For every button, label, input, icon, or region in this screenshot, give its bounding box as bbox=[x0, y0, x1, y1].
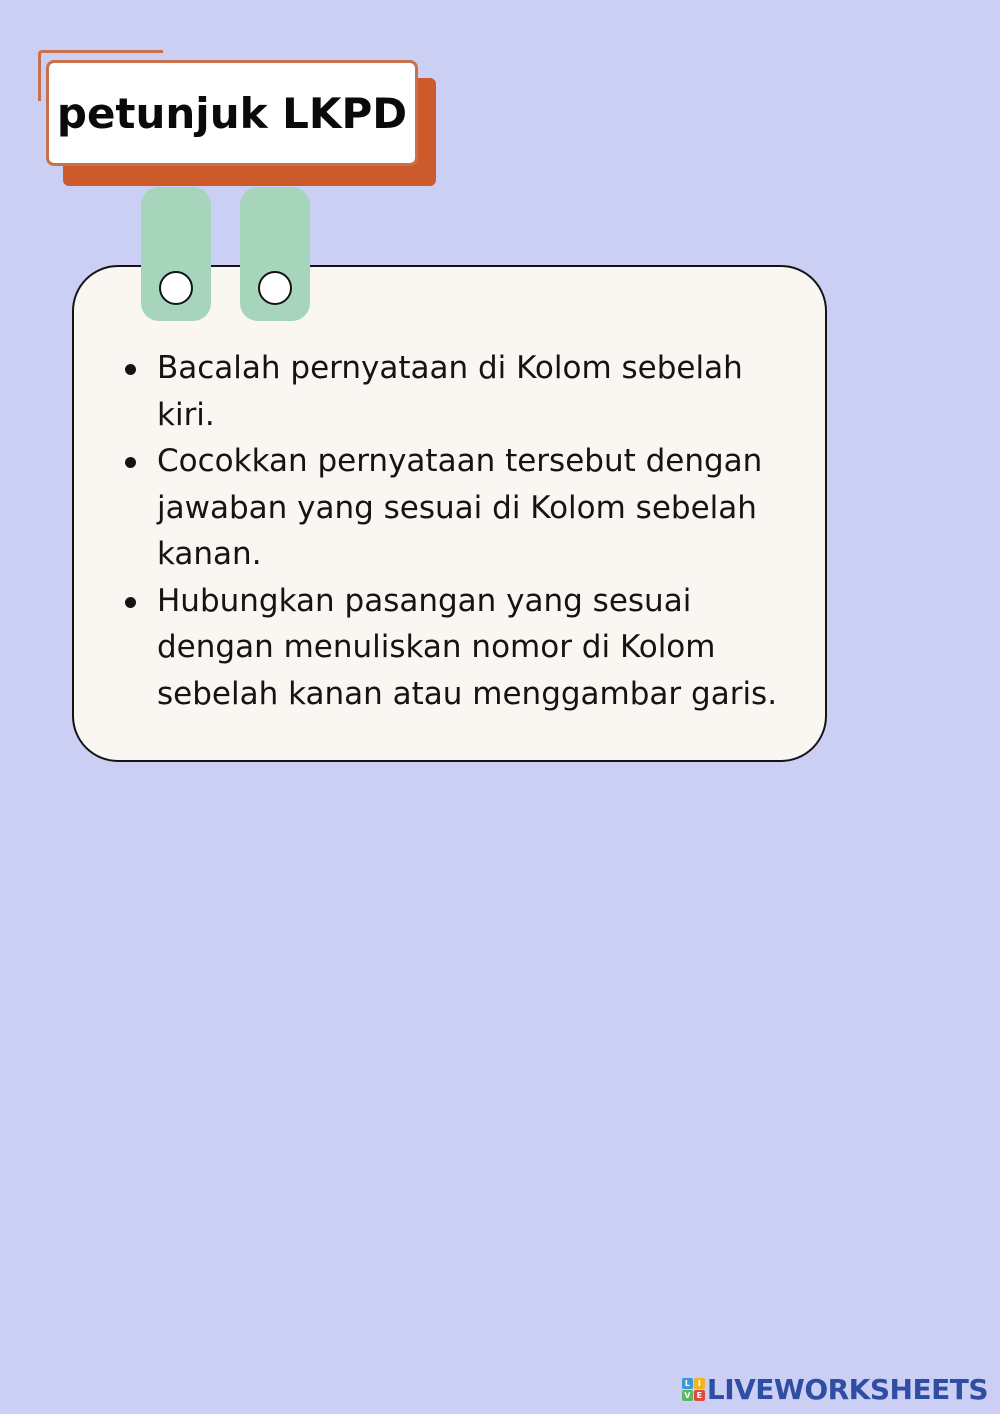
brand-name: LIVEWORKSHEETS bbox=[706, 1373, 988, 1406]
logo-letter: E bbox=[694, 1390, 705, 1401]
liveworksheets-logo-icon bbox=[682, 1378, 705, 1401]
list-item bbox=[120, 438, 800, 578]
bullet-icon bbox=[125, 457, 136, 468]
list-item bbox=[120, 345, 800, 438]
instruction-text: Cocokkan pernyataan tersebut dengan jawaban yang sesuai di Kolom sebelah kanan. bbox=[157, 443, 763, 572]
instruction-text: Hubungkan pasangan yang sesuai dengan menuliskan nomor di Kolom sebelah kanan atau menggambar garis. bbox=[157, 582, 778, 712]
binder-clip-left bbox=[141, 187, 211, 321]
list-item bbox=[120, 578, 800, 718]
logo-letter: I bbox=[694, 1378, 705, 1389]
liveworksheets-brand[interactable] bbox=[682, 1373, 988, 1406]
bullet-icon bbox=[125, 364, 136, 375]
instructions-list bbox=[120, 345, 800, 717]
page-title: petunjuk LKPD bbox=[56, 88, 408, 138]
binder-hole-left bbox=[159, 271, 193, 305]
binder-hole-right bbox=[258, 271, 292, 305]
instruction-text: Bacalah pernyataan di Kolom sebelah kiri. bbox=[157, 350, 743, 433]
bullet-icon bbox=[125, 597, 136, 608]
logo-letter: L bbox=[682, 1378, 693, 1389]
title-tag bbox=[46, 60, 418, 166]
binder-clip-right bbox=[240, 187, 310, 321]
logo-letter: V bbox=[682, 1390, 693, 1401]
